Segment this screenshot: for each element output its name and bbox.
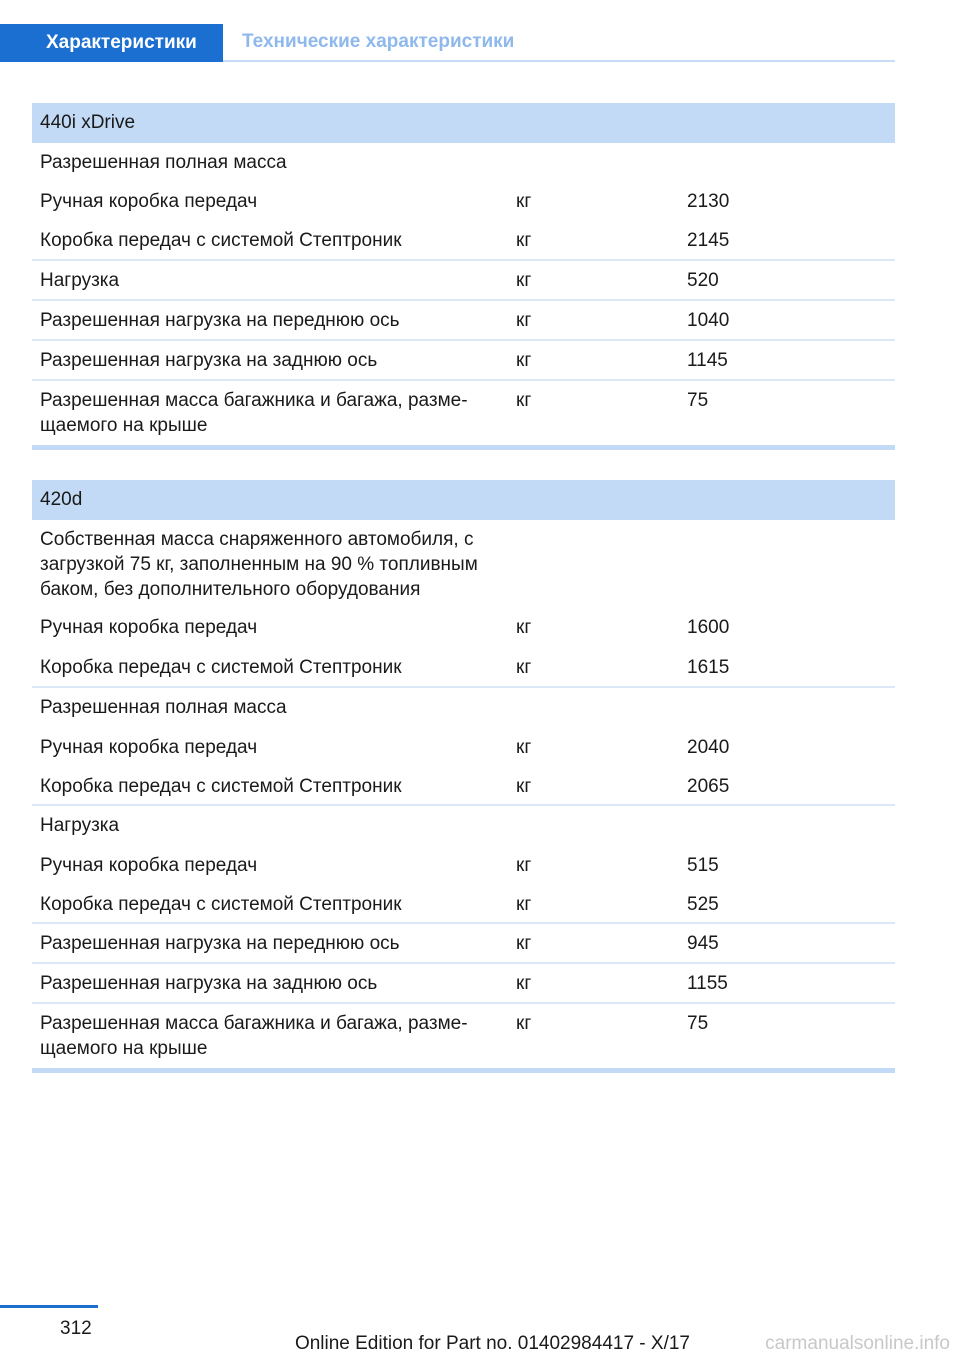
- table-row: [32, 1004, 895, 1068]
- table-title: 420d: [32, 480, 895, 520]
- row-unit: кг: [516, 737, 532, 758]
- row-value: 525: [687, 894, 719, 915]
- row-label: Разрешенная нагрузка на переднюю ось: [40, 933, 400, 954]
- row-value: [687, 695, 895, 728]
- table-row: [32, 608, 895, 648]
- table-row: [32, 648, 895, 688]
- row-unit: кг: [516, 350, 532, 371]
- row-unit: кг: [516, 776, 532, 797]
- table-row: [32, 381, 895, 445]
- row-value: [687, 150, 895, 182]
- row-unit: [516, 813, 687, 846]
- row-label: Разрешенная масса багажника и багажа, разме‐ щаемого на крыше: [40, 1013, 468, 1059]
- row-unit: кг: [516, 1013, 532, 1034]
- edition-note: Online Edition for Part no. 01402984417 - X/17: [294, 1333, 690, 1354]
- table-row: [32, 520, 895, 608]
- table-row: [32, 767, 895, 806]
- row-value: 515: [687, 855, 719, 876]
- table-row: [32, 221, 895, 261]
- row-value: 1600: [687, 617, 730, 638]
- row-unit: кг: [516, 657, 532, 678]
- row-label: Разрешенная полная масса: [40, 697, 287, 718]
- page-header: [0, 24, 895, 62]
- row-label: Ручная коробка передач: [40, 737, 258, 758]
- row-label: Коробка передач с системой Стептроник: [40, 657, 402, 678]
- spec-table-420d: [32, 480, 895, 1073]
- row-label: Разрешенная нагрузка на переднюю ось: [40, 310, 400, 331]
- row-value: 2145: [687, 230, 730, 251]
- table-row: [32, 301, 895, 341]
- row-unit: кг: [516, 191, 532, 212]
- table-row: [32, 688, 895, 728]
- row-value: 1040: [687, 310, 730, 331]
- row-label: Коробка передач с системой Стептроник: [40, 776, 402, 797]
- spec-table-440i: [32, 103, 895, 450]
- row-value: 520: [687, 270, 719, 291]
- table-row: [32, 182, 895, 221]
- row-unit: кг: [516, 973, 532, 994]
- row-label: Ручная коробка передач: [40, 855, 258, 876]
- row-unit: кг: [516, 855, 532, 876]
- row-value: 1615: [687, 657, 730, 678]
- table-row: [32, 143, 895, 182]
- row-value: 2130: [687, 191, 730, 212]
- page-number: 312: [60, 1318, 92, 1339]
- row-label: Разрешенная масса багажника и багажа, разме‐ щаемого на крыше: [40, 390, 468, 436]
- row-label: Нагрузка: [40, 270, 120, 291]
- table-end-rule: [32, 1068, 895, 1073]
- table-row: [32, 885, 895, 924]
- table-row: [32, 728, 895, 767]
- row-value: 75: [687, 1013, 709, 1034]
- row-label: Коробка передач с системой Стептроник: [40, 230, 402, 251]
- table-end-rule: [32, 445, 895, 450]
- table-row: [32, 806, 895, 846]
- row-unit: кг: [516, 310, 532, 331]
- row-unit: кг: [516, 617, 532, 638]
- row-value: 1145: [687, 350, 728, 371]
- tab-characteristics[interactable]: Характеристики: [0, 24, 223, 62]
- row-unit: [516, 527, 687, 608]
- row-unit: кг: [516, 230, 532, 251]
- row-value: [687, 813, 895, 846]
- table-row: [32, 341, 895, 381]
- row-label: Собственная масса снаряженного автомобиля, с загрузкой 75 кг, заполненным на 90 % топливным баком, без дополнительного оборудования: [40, 529, 478, 600]
- row-unit: кг: [516, 270, 532, 291]
- row-label: Нагрузка: [40, 815, 120, 836]
- row-unit: кг: [516, 894, 532, 915]
- row-unit: кг: [516, 390, 532, 411]
- row-value: [687, 527, 895, 608]
- row-label: Разрешенная нагрузка на заднюю ось: [40, 350, 378, 371]
- row-label: Ручная коробка передач: [40, 617, 258, 638]
- row-unit: [516, 150, 687, 182]
- row-label: Ручная коробка передач: [40, 191, 258, 212]
- footer-rule: [0, 1305, 98, 1308]
- row-value: 2040: [687, 737, 730, 758]
- row-label: Коробка передач с системой Стептроник: [40, 894, 402, 915]
- table-row: [32, 261, 895, 301]
- row-value: 1155: [687, 973, 728, 994]
- tab-technical-characteristics[interactable]: Технические характеристики: [223, 24, 895, 62]
- row-value: 945: [687, 933, 719, 954]
- table-row: [32, 846, 895, 885]
- row-unit: кг: [516, 933, 532, 954]
- row-value: 2065: [687, 776, 730, 797]
- row-label: Разрешенная полная масса: [40, 152, 287, 173]
- row-unit: [516, 695, 687, 728]
- row-label: Разрешенная нагрузка на заднюю ось: [40, 973, 378, 994]
- row-value: 75: [687, 390, 709, 411]
- table-title: 440i xDrive: [32, 103, 895, 143]
- table-row: [32, 924, 895, 964]
- table-row: [32, 964, 895, 1004]
- watermark: carmanualsonline.info: [765, 1333, 950, 1354]
